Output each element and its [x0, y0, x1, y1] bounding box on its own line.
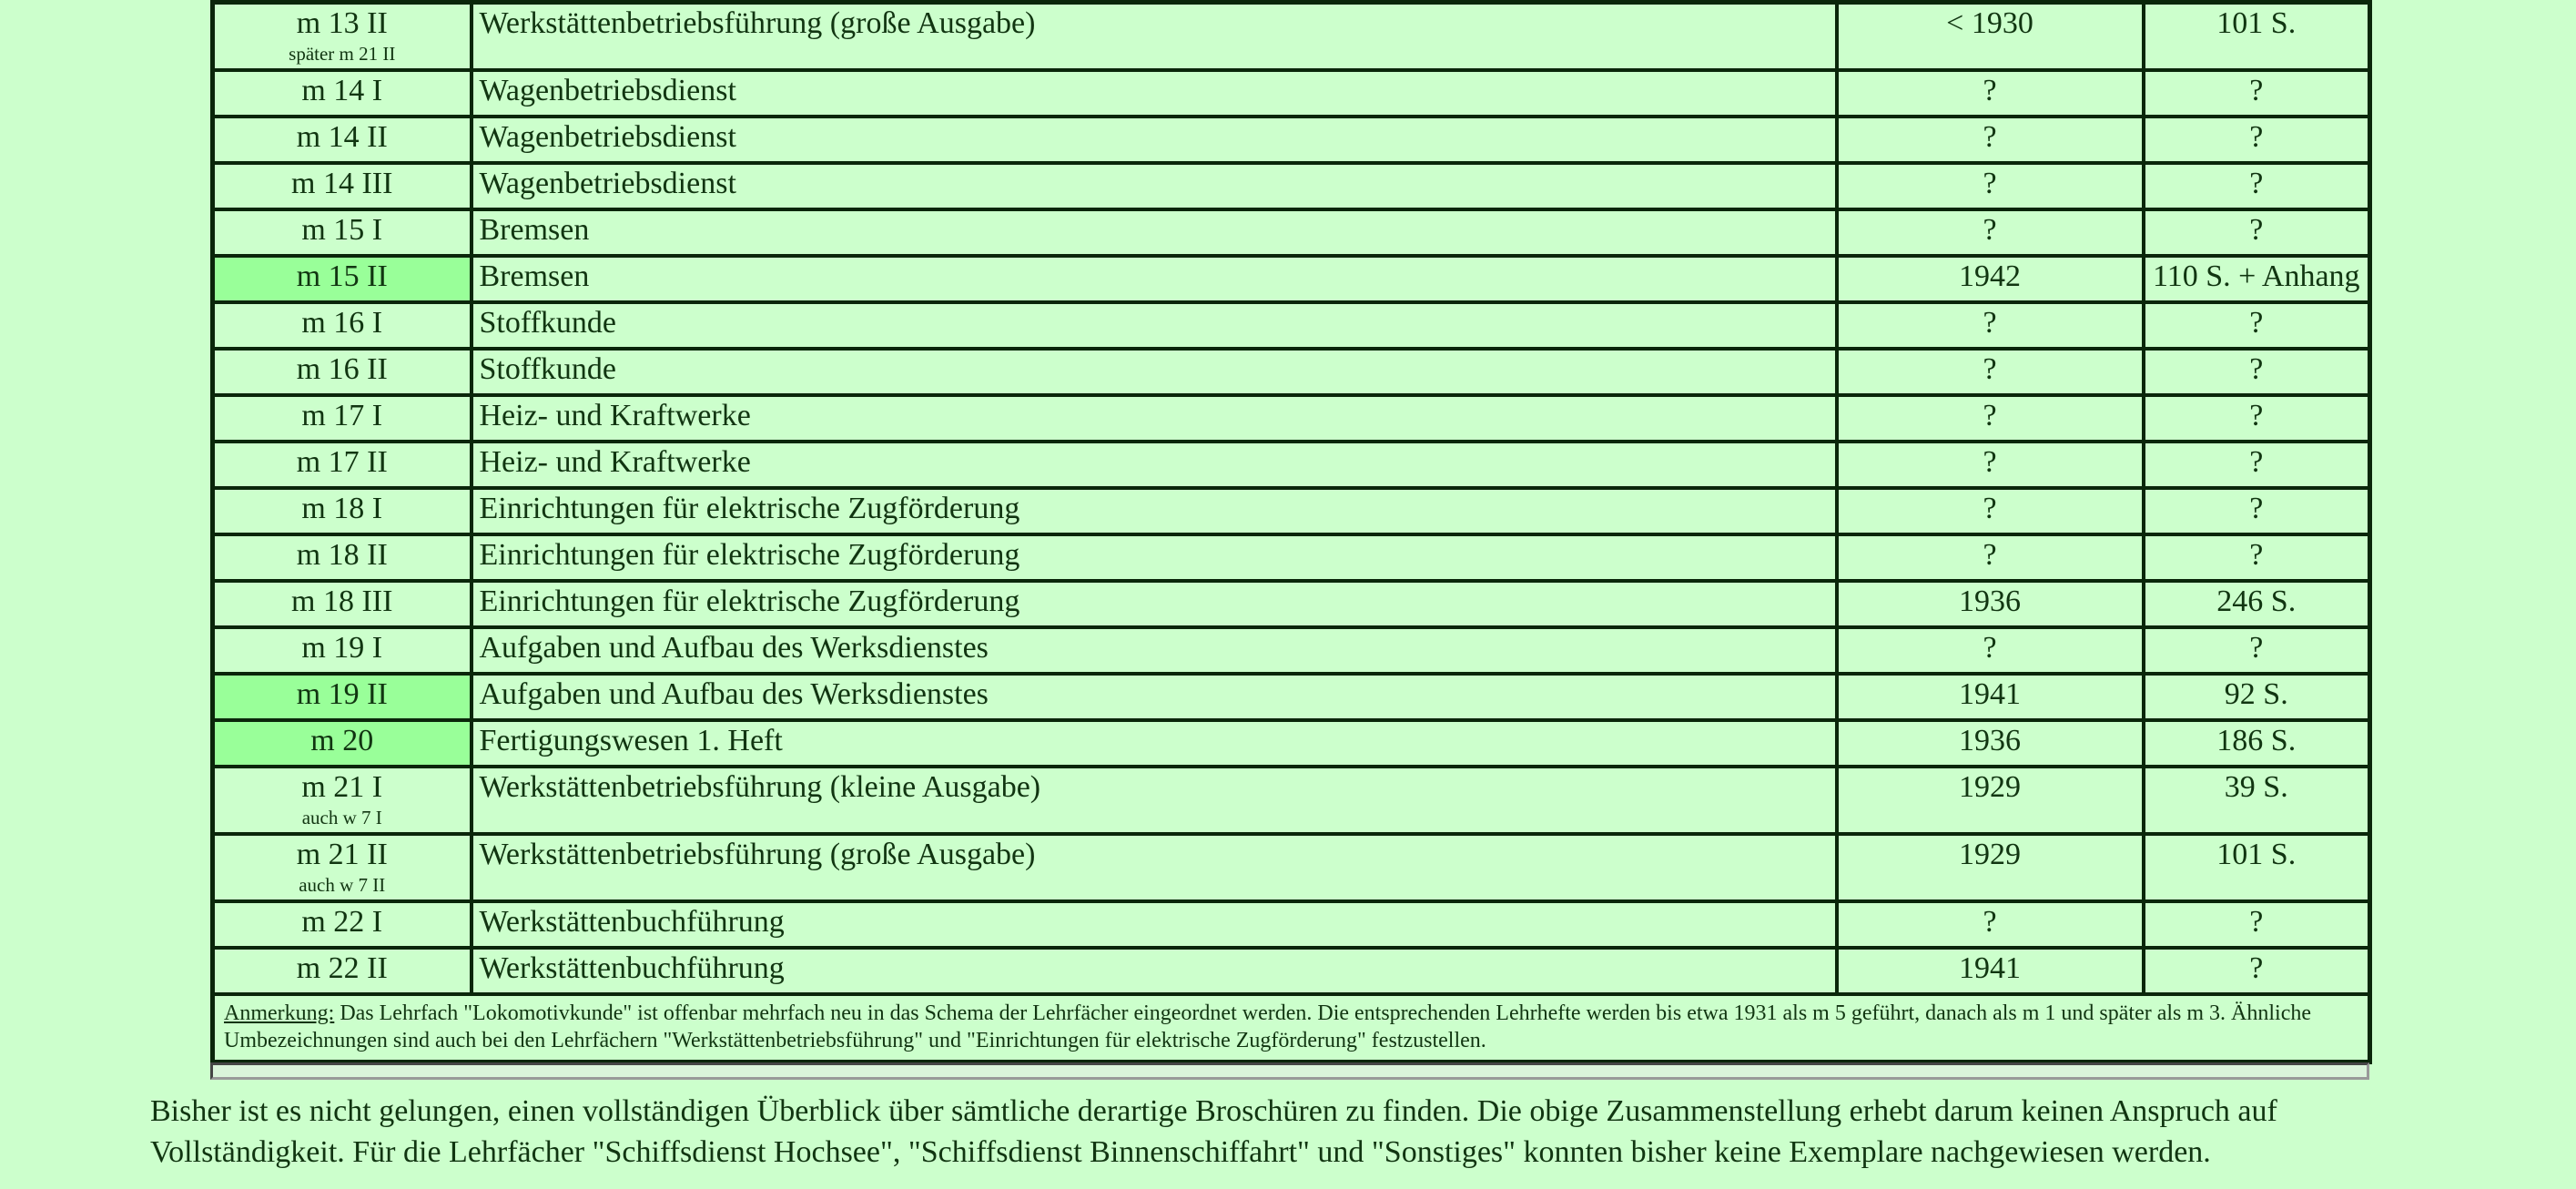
booklet-id: m 17 I	[301, 399, 383, 432]
table-row	[213, 209, 2370, 256]
booklet-id-cell	[213, 302, 472, 349]
table-row	[213, 488, 2370, 534]
subject-title-cell: Wagenbetriebsdienst	[472, 117, 1837, 163]
booklet-id-cell	[213, 720, 472, 767]
booklet-id-cell	[213, 349, 472, 395]
booklet-id-cell	[213, 901, 472, 948]
lehrhefte-table	[210, 0, 2372, 1064]
year-cell: ?	[1837, 534, 2144, 581]
note-label: Anmerkung:	[224, 1001, 335, 1025]
year-cell: 1936	[1837, 581, 2144, 627]
year-cell: ?	[1837, 395, 2144, 442]
booklet-id: m 18 III	[291, 584, 393, 618]
table-row	[213, 767, 2370, 834]
subject-title-cell: Aufgaben und Aufbau des Werksdienstes	[472, 674, 1837, 720]
year-cell: 1942	[1837, 256, 2144, 302]
table-row	[213, 302, 2370, 349]
subject-title-cell: Aufgaben und Aufbau des Werksdienstes	[472, 627, 1837, 674]
table-row	[213, 163, 2370, 209]
booklet-id: m 20	[310, 724, 374, 757]
booklet-id-cell	[213, 442, 472, 488]
booklet-id: m 16 I	[301, 306, 383, 340]
year-cell: ?	[1837, 302, 2144, 349]
year-cell: ?	[1837, 349, 2144, 395]
subject-title-cell: Einrichtungen für elektrische Zugförderung	[472, 488, 1837, 534]
pages-cell: 246 S.	[2144, 581, 2370, 627]
booklet-id-cell	[213, 767, 472, 834]
year-cell: ?	[1837, 209, 2144, 256]
booklet-id-sub-label: auch w 7 II	[299, 874, 386, 896]
pages-cell: ?	[2144, 302, 2370, 349]
booklet-id-cell	[213, 117, 472, 163]
year-cell: 1929	[1837, 834, 2144, 901]
booklet-id: m 21 I	[301, 770, 383, 804]
subject-title-cell: Heiz- und Kraftwerke	[472, 442, 1837, 488]
note-cell	[213, 994, 2370, 1062]
booklet-id-cell	[213, 3, 472, 71]
pages-cell: ?	[2144, 627, 2370, 674]
booklet-id-cell	[213, 674, 472, 720]
booklet-id: m 17 II	[296, 445, 388, 479]
table-row	[213, 720, 2370, 767]
year-cell: 1941	[1837, 948, 2144, 994]
pages-cell: ?	[2144, 349, 2370, 395]
table-row	[213, 349, 2370, 395]
pages-cell: ?	[2144, 442, 2370, 488]
table-row	[213, 442, 2370, 488]
subject-title-cell: Einrichtungen für elektrische Zugförderung	[472, 581, 1837, 627]
year-cell: ?	[1837, 70, 2144, 117]
pages-cell: ?	[2144, 901, 2370, 948]
booklet-id: m 21 II	[296, 838, 388, 871]
year-cell: ?	[1837, 901, 2144, 948]
pages-cell: 186 S.	[2144, 720, 2370, 767]
table-row	[213, 948, 2370, 994]
subject-title-cell: Heiz- und Kraftwerke	[472, 395, 1837, 442]
booklet-id: m 18 II	[296, 538, 388, 572]
pages-cell: ?	[2144, 488, 2370, 534]
subject-title-cell: Bremsen	[472, 256, 1837, 302]
subject-title-cell: Werkstättenbetriebsführung (große Ausgabe)	[472, 3, 1837, 71]
pages-cell: 101 S.	[2144, 834, 2370, 901]
booklet-id-cell	[213, 163, 472, 209]
year-cell: ?	[1837, 442, 2144, 488]
subject-title-cell: Fertigungswesen 1. Heft	[472, 720, 1837, 767]
subject-title-cell: Stoffkunde	[472, 302, 1837, 349]
table-row	[213, 3, 2370, 71]
booklet-id-cell	[213, 534, 472, 581]
year-cell: ?	[1837, 627, 2144, 674]
pages-cell: ?	[2144, 948, 2370, 994]
subject-title-cell: Werkstättenbuchführung	[472, 948, 1837, 994]
booklet-id: m 16 II	[296, 352, 388, 386]
booklet-id-cell	[213, 256, 472, 302]
booklet-id-cell	[213, 581, 472, 627]
booklet-id: m 18 I	[301, 492, 383, 525]
pages-cell: 39 S.	[2144, 767, 2370, 834]
booklet-id: m 13 II	[296, 6, 388, 40]
table-row	[213, 901, 2370, 948]
subject-title-cell: Stoffkunde	[472, 349, 1837, 395]
booklet-id: m 19 I	[301, 631, 383, 665]
booklet-id: m 15 I	[301, 213, 383, 247]
year-cell: 1936	[1837, 720, 2144, 767]
table-row	[213, 581, 2370, 627]
booklet-id: m 14 III	[291, 167, 393, 200]
subject-title-cell: Werkstättenbetriebsführung (große Ausgabe)	[472, 834, 1837, 901]
pages-cell: ?	[2144, 70, 2370, 117]
footer-paragraph: Bisher ist es nicht gelungen, einen vollständigen Überblick über sämtliche derartige Broschüren zu finden. Die obige Zusammenstellung erhebt darum keinen Anspruch auf Vollständigkeit. Für die Lehrfächer "Schiffsdienst Hochsee", "Schiffsdienst Binnenschiffahrt" und "Sonstiges" konnten bisher keine Exemplare nachgewiesen werden.	[150, 1094, 2277, 1169]
table-row	[213, 674, 2370, 720]
booklet-id-cell	[213, 627, 472, 674]
year-cell: 1929	[1837, 767, 2144, 834]
booklet-id-cell	[213, 209, 472, 256]
subject-title-cell: Werkstättenbetriebsführung (kleine Ausgabe)	[472, 767, 1837, 834]
year-cell: < 1930	[1837, 3, 2144, 71]
booklet-id-sub-label: später m 21 II	[289, 43, 396, 65]
booklet-id-cell	[213, 834, 472, 901]
year-cell: ?	[1837, 117, 2144, 163]
pages-cell: ?	[2144, 395, 2370, 442]
pages-cell: ?	[2144, 209, 2370, 256]
booklet-id-cell	[213, 488, 472, 534]
booklet-id-cell	[213, 948, 472, 994]
table-row	[213, 834, 2370, 901]
booklet-id-cell	[213, 395, 472, 442]
table-row	[213, 70, 2370, 117]
booklet-id: m 14 I	[301, 74, 383, 107]
subject-title-cell: Bremsen	[472, 209, 1837, 256]
pages-cell: ?	[2144, 534, 2370, 581]
booklet-id: m 22 I	[301, 905, 383, 939]
booklet-id-sub-label: auch w 7 I	[301, 807, 382, 828]
table-row	[213, 534, 2370, 581]
subject-title-cell: Wagenbetriebsdienst	[472, 163, 1837, 209]
table-row	[213, 627, 2370, 674]
pages-cell: ?	[2144, 117, 2370, 163]
year-cell: ?	[1837, 163, 2144, 209]
subject-title-cell: Einrichtungen für elektrische Zugförderung	[472, 534, 1837, 581]
booklet-id: m 14 II	[296, 120, 388, 154]
note-row	[213, 994, 2370, 1062]
table-row	[213, 256, 2370, 302]
pages-cell: 101 S.	[2144, 3, 2370, 71]
booklet-id: m 15 II	[296, 259, 388, 293]
subject-title-cell: Werkstättenbuchführung	[472, 901, 1837, 948]
year-cell: 1941	[1837, 674, 2144, 720]
pages-cell: ?	[2144, 163, 2370, 209]
pages-cell: 92 S.	[2144, 674, 2370, 720]
pages-cell: 110 S. + Anhang	[2144, 256, 2370, 302]
subject-title-cell: Wagenbetriebsdienst	[472, 70, 1837, 117]
note-text: Das Lehrfach "Lokomotivkunde" ist offenbar mehrfach neu in das Schema der Lehrfächer eingeordnet werden. Die entsprechenden Lehrhefte werden bis etwa 1931 als m 5 geführt, danach als m 1 und später als m 3. Ähnliche Umbezeichnungen sind auch bei den Lehrfächern "Werkstättenbetriebsführung" und "Einrichtungen für elektrische Zugförderung" festzustellen.	[224, 1001, 2312, 1052]
table-row	[213, 395, 2370, 442]
booklet-id-cell	[213, 70, 472, 117]
year-cell: ?	[1837, 488, 2144, 534]
booklet-id: m 19 II	[296, 677, 388, 711]
booklet-id: m 22 II	[296, 951, 388, 985]
horizontal-rule	[210, 1062, 2369, 1080]
table-row	[213, 117, 2370, 163]
